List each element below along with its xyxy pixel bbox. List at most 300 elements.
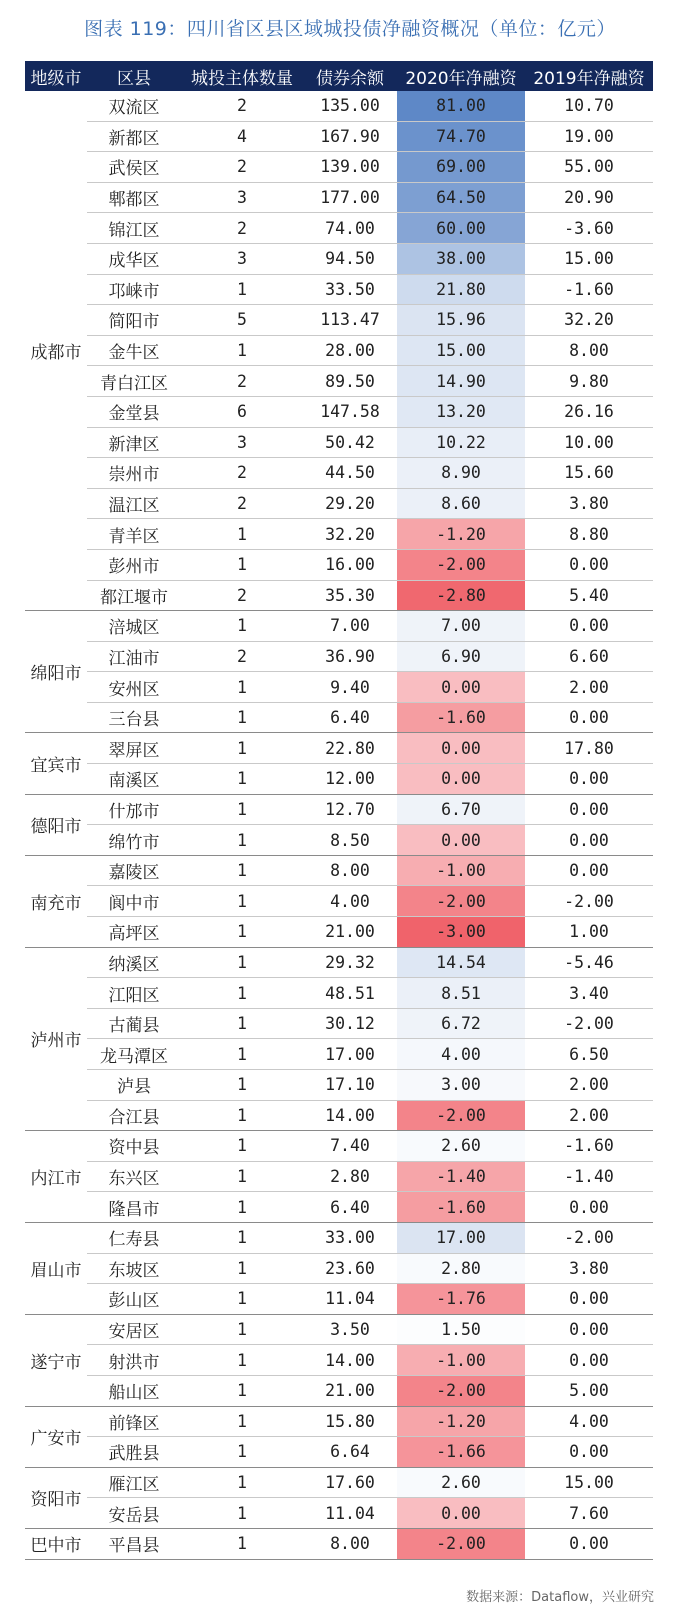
bond-balance-cell: 33.00 — [303, 1222, 397, 1253]
net-2019-cell: 2.00 — [525, 1100, 653, 1131]
issuer-count-cell: 1 — [181, 672, 303, 703]
district-cell: 邛崃市 — [87, 274, 181, 305]
issuer-count-cell: 1 — [181, 764, 303, 795]
net-2019-cell: -1.60 — [525, 1131, 653, 1162]
net-2020-cell: 21.80 — [397, 274, 525, 305]
issuer-count-cell: 5 — [181, 305, 303, 336]
net-2019-cell: -2.00 — [525, 1008, 653, 1039]
net-2020-cell: 74.70 — [397, 121, 525, 152]
col-header-city: 地级市 — [25, 61, 87, 91]
net-2019-cell: 0.00 — [525, 794, 653, 825]
table-row — [25, 91, 653, 121]
district-cell: 安州区 — [87, 672, 181, 703]
table-row — [25, 549, 653, 580]
table-row — [25, 917, 653, 948]
net-2020-cell: -1.60 — [397, 702, 525, 733]
net-2020-cell: 0.00 — [397, 672, 525, 703]
district-cell: 青白江区 — [87, 366, 181, 397]
district-cell: 雁江区 — [87, 1467, 181, 1498]
net-2020-cell: 13.20 — [397, 396, 525, 427]
district-cell: 成华区 — [87, 243, 181, 274]
net-2020-cell: -1.00 — [397, 855, 525, 886]
bond-balance-cell: 8.00 — [303, 855, 397, 886]
net-2020-cell: 3.00 — [397, 1070, 525, 1101]
city-cell: 绵阳市 — [25, 611, 87, 733]
net-2019-cell: 26.16 — [525, 396, 653, 427]
net-2020-cell: 7.00 — [397, 611, 525, 642]
district-cell: 东坡区 — [87, 1253, 181, 1284]
issuer-count-cell: 1 — [181, 1161, 303, 1192]
net-2019-cell: 10.00 — [525, 427, 653, 458]
net-2019-cell: 6.60 — [525, 641, 653, 672]
table-row — [25, 1131, 653, 1162]
net-2020-cell: 8.90 — [397, 458, 525, 489]
net-2019-cell: -2.00 — [525, 1222, 653, 1253]
table-row — [25, 182, 653, 213]
issuer-count-cell: 1 — [181, 1131, 303, 1162]
bond-balance-cell: 29.32 — [303, 947, 397, 978]
city-cell: 内江市 — [25, 1131, 87, 1223]
net-2019-cell: 0.00 — [525, 549, 653, 580]
issuer-count-cell: 2 — [181, 488, 303, 519]
bond-balance-cell: 11.04 — [303, 1284, 397, 1315]
table-row — [25, 1467, 653, 1498]
district-cell: 涪城区 — [87, 611, 181, 642]
table-row — [25, 427, 653, 458]
city-cell: 成都市 — [25, 91, 87, 611]
bond-balance-cell: 6.64 — [303, 1437, 397, 1468]
issuer-count-cell: 2 — [181, 641, 303, 672]
district-cell: 青羊区 — [87, 519, 181, 550]
net-2020-cell: -1.20 — [397, 519, 525, 550]
net-2019-cell: 3.80 — [525, 488, 653, 519]
bond-balance-cell: 15.80 — [303, 1406, 397, 1437]
col-header-district: 区县 — [87, 61, 181, 91]
net-2020-cell: -1.66 — [397, 1437, 525, 1468]
issuer-count-cell: 1 — [181, 519, 303, 550]
issuer-count-cell: 1 — [181, 1253, 303, 1284]
net-2020-cell: 60.00 — [397, 213, 525, 244]
net-2019-cell: 0.00 — [525, 1284, 653, 1315]
col-header-net-2020: 2020年净融资 — [397, 61, 525, 91]
net-2019-cell: 0.00 — [525, 855, 653, 886]
table-row — [25, 1528, 653, 1559]
issuer-count-cell: 3 — [181, 182, 303, 213]
net-2020-cell: 14.54 — [397, 947, 525, 978]
bond-balance-cell: 48.51 — [303, 978, 397, 1009]
bond-balance-cell: 16.00 — [303, 549, 397, 580]
issuer-count-cell: 3 — [181, 243, 303, 274]
table-row — [25, 488, 653, 519]
net-2020-cell: 0.00 — [397, 733, 525, 764]
district-cell: 仁寿县 — [87, 1222, 181, 1253]
net-2020-cell: 81.00 — [397, 91, 525, 121]
net-2020-cell: -2.00 — [397, 549, 525, 580]
table-header-row — [25, 61, 653, 91]
table-body — [25, 91, 653, 1559]
net-2019-cell: 15.00 — [525, 243, 653, 274]
net-2019-cell: 2.00 — [525, 1070, 653, 1101]
financing-table — [25, 61, 653, 1560]
table-row — [25, 366, 653, 397]
bond-balance-cell: 9.40 — [303, 672, 397, 703]
table-row — [25, 1192, 653, 1223]
net-2020-cell: -2.00 — [397, 1528, 525, 1559]
source-note: 数据来源：Dataflow，兴业研究 — [466, 1590, 654, 1605]
district-cell: 彭州市 — [87, 549, 181, 580]
net-2019-cell: 7.60 — [525, 1498, 653, 1529]
net-2020-cell: 0.00 — [397, 825, 525, 856]
net-2020-cell: 6.90 — [397, 641, 525, 672]
bond-balance-cell: 4.00 — [303, 886, 397, 917]
district-cell: 古蔺县 — [87, 1008, 181, 1039]
district-cell: 船山区 — [87, 1375, 181, 1406]
net-2020-cell: 2.80 — [397, 1253, 525, 1284]
table-row — [25, 1284, 653, 1315]
table-row — [25, 1345, 653, 1376]
net-2020-cell: 1.50 — [397, 1314, 525, 1345]
net-2019-cell: 0.00 — [525, 1314, 653, 1345]
district-cell: 绵竹市 — [87, 825, 181, 856]
net-2019-cell: -5.46 — [525, 947, 653, 978]
issuer-count-cell: 1 — [181, 855, 303, 886]
issuer-count-cell: 1 — [181, 1222, 303, 1253]
district-cell: 郫都区 — [87, 182, 181, 213]
issuer-count-cell: 1 — [181, 335, 303, 366]
city-cell: 泸州市 — [25, 947, 87, 1131]
district-cell: 高坪区 — [87, 917, 181, 948]
bond-balance-cell: 29.20 — [303, 488, 397, 519]
bond-balance-cell: 36.90 — [303, 641, 397, 672]
bond-balance-cell: 6.40 — [303, 702, 397, 733]
table-row — [25, 947, 653, 978]
issuer-count-cell: 1 — [181, 1437, 303, 1468]
issuer-count-cell: 2 — [181, 152, 303, 183]
net-2019-cell: 17.80 — [525, 733, 653, 764]
issuer-count-cell: 1 — [181, 611, 303, 642]
table-row — [25, 1039, 653, 1070]
table-row — [25, 1008, 653, 1039]
issuer-count-cell: 1 — [181, 1070, 303, 1101]
district-cell: 安岳县 — [87, 1498, 181, 1529]
bond-balance-cell: 94.50 — [303, 243, 397, 274]
net-2019-cell: 8.80 — [525, 519, 653, 550]
net-2020-cell: 38.00 — [397, 243, 525, 274]
table-row — [25, 519, 653, 550]
city-cell: 德阳市 — [25, 794, 87, 855]
bond-balance-cell: 74.00 — [303, 213, 397, 244]
table-row — [25, 794, 653, 825]
net-2020-cell: -1.00 — [397, 1345, 525, 1376]
net-2019-cell: -2.00 — [525, 886, 653, 917]
net-2019-cell: 4.00 — [525, 1406, 653, 1437]
net-2019-cell: 0.00 — [525, 611, 653, 642]
district-cell: 温江区 — [87, 488, 181, 519]
net-2020-cell: 2.60 — [397, 1131, 525, 1162]
issuer-count-cell: 1 — [181, 1192, 303, 1223]
district-cell: 金牛区 — [87, 335, 181, 366]
table-row — [25, 825, 653, 856]
net-2019-cell: 0.00 — [525, 1528, 653, 1559]
district-cell: 简阳市 — [87, 305, 181, 336]
district-cell: 前锋区 — [87, 1406, 181, 1437]
bond-balance-cell: 89.50 — [303, 366, 397, 397]
table-row — [25, 764, 653, 795]
table-row — [25, 335, 653, 366]
issuer-count-cell: 1 — [181, 1375, 303, 1406]
figure-title: 图表 119：四川省区县区域城投债净融资概况（单位：亿元） — [84, 18, 616, 40]
district-cell: 南溪区 — [87, 764, 181, 795]
net-2019-cell: 20.90 — [525, 182, 653, 213]
bond-balance-cell: 33.50 — [303, 274, 397, 305]
issuer-count-cell: 1 — [181, 702, 303, 733]
city-cell: 资阳市 — [25, 1467, 87, 1528]
table-row — [25, 1498, 653, 1529]
issuer-count-cell: 1 — [181, 1314, 303, 1345]
bond-balance-cell: 44.50 — [303, 458, 397, 489]
net-2020-cell: 64.50 — [397, 182, 525, 213]
district-cell: 江阳区 — [87, 978, 181, 1009]
net-2020-cell: 17.00 — [397, 1222, 525, 1253]
net-2019-cell: 9.80 — [525, 366, 653, 397]
net-2020-cell: -2.00 — [397, 886, 525, 917]
bond-balance-cell: 12.70 — [303, 794, 397, 825]
net-2019-cell: 15.00 — [525, 1467, 653, 1498]
district-cell: 彭山区 — [87, 1284, 181, 1315]
net-2020-cell: -1.76 — [397, 1284, 525, 1315]
net-2019-cell: 0.00 — [525, 825, 653, 856]
issuer-count-cell: 3 — [181, 427, 303, 458]
city-cell: 遂宁市 — [25, 1314, 87, 1406]
district-cell: 安居区 — [87, 1314, 181, 1345]
net-2020-cell: 15.96 — [397, 305, 525, 336]
col-header-bond-balance: 债券余额 — [303, 61, 397, 91]
table-row — [25, 733, 653, 764]
net-2019-cell: 1.00 — [525, 917, 653, 948]
net-2019-cell: 3.80 — [525, 1253, 653, 1284]
issuer-count-cell: 2 — [181, 91, 303, 121]
table-row — [25, 1222, 653, 1253]
net-2020-cell: 0.00 — [397, 764, 525, 795]
bond-balance-cell: 35.30 — [303, 580, 397, 611]
table-row — [25, 641, 653, 672]
table-row — [25, 305, 653, 336]
district-cell: 平昌县 — [87, 1528, 181, 1559]
issuer-count-cell: 1 — [181, 549, 303, 580]
table-row — [25, 580, 653, 611]
issuer-count-cell: 1 — [181, 1284, 303, 1315]
issuer-count-cell: 1 — [181, 794, 303, 825]
bond-balance-cell: 6.40 — [303, 1192, 397, 1223]
table-row — [25, 152, 653, 183]
net-2019-cell: 10.70 — [525, 91, 653, 121]
district-cell: 金堂县 — [87, 396, 181, 427]
district-cell: 龙马潭区 — [87, 1039, 181, 1070]
issuer-count-cell: 1 — [181, 1406, 303, 1437]
net-2019-cell: 3.40 — [525, 978, 653, 1009]
bond-balance-cell: 32.20 — [303, 519, 397, 550]
net-2020-cell: -2.00 — [397, 1100, 525, 1131]
issuer-count-cell: 1 — [181, 886, 303, 917]
city-cell: 巴中市 — [25, 1528, 87, 1559]
issuer-count-cell: 1 — [181, 917, 303, 948]
net-2019-cell: 32.20 — [525, 305, 653, 336]
issuer-count-cell: 2 — [181, 213, 303, 244]
district-cell: 嘉陵区 — [87, 855, 181, 886]
issuer-count-cell: 2 — [181, 458, 303, 489]
table-row — [25, 1437, 653, 1468]
net-2020-cell: 6.70 — [397, 794, 525, 825]
district-cell: 新都区 — [87, 121, 181, 152]
issuer-count-cell: 1 — [181, 825, 303, 856]
city-cell: 宜宾市 — [25, 733, 87, 794]
district-cell: 锦江区 — [87, 213, 181, 244]
city-cell: 南充市 — [25, 855, 87, 947]
district-cell: 武胜县 — [87, 1437, 181, 1468]
bond-balance-cell: 167.90 — [303, 121, 397, 152]
issuer-count-cell: 1 — [181, 1498, 303, 1529]
district-cell: 双流区 — [87, 91, 181, 121]
bond-balance-cell: 147.58 — [303, 396, 397, 427]
district-cell: 崇州市 — [87, 458, 181, 489]
net-2019-cell: 0.00 — [525, 1192, 653, 1223]
bond-balance-cell: 50.42 — [303, 427, 397, 458]
net-2019-cell: 5.40 — [525, 580, 653, 611]
bond-balance-cell: 28.00 — [303, 335, 397, 366]
bond-balance-cell: 135.00 — [303, 91, 397, 121]
bond-balance-cell: 17.00 — [303, 1039, 397, 1070]
bond-balance-cell: 11.04 — [303, 1498, 397, 1529]
district-cell: 什邡市 — [87, 794, 181, 825]
net-2020-cell: 10.22 — [397, 427, 525, 458]
table-row — [25, 886, 653, 917]
net-2020-cell: -1.60 — [397, 1192, 525, 1223]
net-2020-cell: -2.80 — [397, 580, 525, 611]
table-row — [25, 396, 653, 427]
bond-balance-cell: 113.47 — [303, 305, 397, 336]
net-2019-cell: -1.60 — [525, 274, 653, 305]
net-2019-cell: 5.00 — [525, 1375, 653, 1406]
table-row — [25, 213, 653, 244]
district-cell: 合江县 — [87, 1100, 181, 1131]
bond-balance-cell: 7.00 — [303, 611, 397, 642]
table-row — [25, 1406, 653, 1437]
net-2020-cell: 2.60 — [397, 1467, 525, 1498]
issuer-count-cell: 1 — [181, 1467, 303, 1498]
table-row — [25, 274, 653, 305]
bond-balance-cell: 17.60 — [303, 1467, 397, 1498]
table-row — [25, 1375, 653, 1406]
bond-balance-cell: 21.00 — [303, 917, 397, 948]
district-cell: 翠屏区 — [87, 733, 181, 764]
table-row — [25, 611, 653, 642]
net-2019-cell: -3.60 — [525, 213, 653, 244]
table-row — [25, 1314, 653, 1345]
net-2019-cell: 0.00 — [525, 702, 653, 733]
district-cell: 射洪市 — [87, 1345, 181, 1376]
net-2019-cell: 8.00 — [525, 335, 653, 366]
bond-balance-cell: 7.40 — [303, 1131, 397, 1162]
net-2019-cell: 15.60 — [525, 458, 653, 489]
district-cell: 纳溪区 — [87, 947, 181, 978]
net-2020-cell: 8.51 — [397, 978, 525, 1009]
net-2019-cell: 0.00 — [525, 764, 653, 795]
district-cell: 江油市 — [87, 641, 181, 672]
table-row — [25, 702, 653, 733]
district-cell: 隆昌市 — [87, 1192, 181, 1223]
table-row — [25, 1070, 653, 1101]
net-2019-cell: 0.00 — [525, 1437, 653, 1468]
net-2019-cell: 6.50 — [525, 1039, 653, 1070]
bond-balance-cell: 30.12 — [303, 1008, 397, 1039]
net-2020-cell: 8.60 — [397, 488, 525, 519]
issuer-count-cell: 1 — [181, 274, 303, 305]
bond-balance-cell: 3.50 — [303, 1314, 397, 1345]
col-header-net-2019: 2019年净融资 — [525, 61, 653, 91]
district-cell: 资中县 — [87, 1131, 181, 1162]
issuer-count-cell: 4 — [181, 121, 303, 152]
issuer-count-cell: 1 — [181, 1008, 303, 1039]
issuer-count-cell: 6 — [181, 396, 303, 427]
table-row — [25, 1161, 653, 1192]
table-row — [25, 1253, 653, 1284]
district-cell: 阆中市 — [87, 886, 181, 917]
table-row — [25, 243, 653, 274]
district-cell: 泸县 — [87, 1070, 181, 1101]
bond-balance-cell: 8.50 — [303, 825, 397, 856]
net-2020-cell: 6.72 — [397, 1008, 525, 1039]
city-cell: 眉山市 — [25, 1222, 87, 1314]
net-2020-cell: 14.90 — [397, 366, 525, 397]
issuer-count-cell: 1 — [181, 1039, 303, 1070]
table-row — [25, 121, 653, 152]
issuer-count-cell: 1 — [181, 947, 303, 978]
table-row — [25, 978, 653, 1009]
bond-balance-cell: 177.00 — [303, 182, 397, 213]
district-cell: 武侯区 — [87, 152, 181, 183]
net-2019-cell: -1.40 — [525, 1161, 653, 1192]
bond-balance-cell: 12.00 — [303, 764, 397, 795]
table-row — [25, 855, 653, 886]
issuer-count-cell: 1 — [181, 1528, 303, 1559]
issuer-count-cell: 1 — [181, 733, 303, 764]
bond-balance-cell: 14.00 — [303, 1345, 397, 1376]
bond-balance-cell: 8.00 — [303, 1528, 397, 1559]
table-row — [25, 458, 653, 489]
net-2019-cell: 55.00 — [525, 152, 653, 183]
issuer-count-cell: 1 — [181, 1100, 303, 1131]
district-cell: 都江堰市 — [87, 580, 181, 611]
district-cell: 东兴区 — [87, 1161, 181, 1192]
issuer-count-cell: 1 — [181, 1345, 303, 1376]
table-row — [25, 1100, 653, 1131]
bond-balance-cell: 22.80 — [303, 733, 397, 764]
net-2020-cell: 69.00 — [397, 152, 525, 183]
net-2020-cell: 0.00 — [397, 1498, 525, 1529]
net-2020-cell: -1.20 — [397, 1406, 525, 1437]
bond-balance-cell: 23.60 — [303, 1253, 397, 1284]
bond-balance-cell: 14.00 — [303, 1100, 397, 1131]
col-header-issuer-count: 城投主体数量 — [181, 61, 303, 91]
net-2020-cell: 15.00 — [397, 335, 525, 366]
bond-balance-cell: 21.00 — [303, 1375, 397, 1406]
district-cell: 三台县 — [87, 702, 181, 733]
city-cell: 广安市 — [25, 1406, 87, 1467]
bond-balance-cell: 139.00 — [303, 152, 397, 183]
district-cell: 新津区 — [87, 427, 181, 458]
table-row — [25, 672, 653, 703]
issuer-count-cell: 2 — [181, 366, 303, 397]
